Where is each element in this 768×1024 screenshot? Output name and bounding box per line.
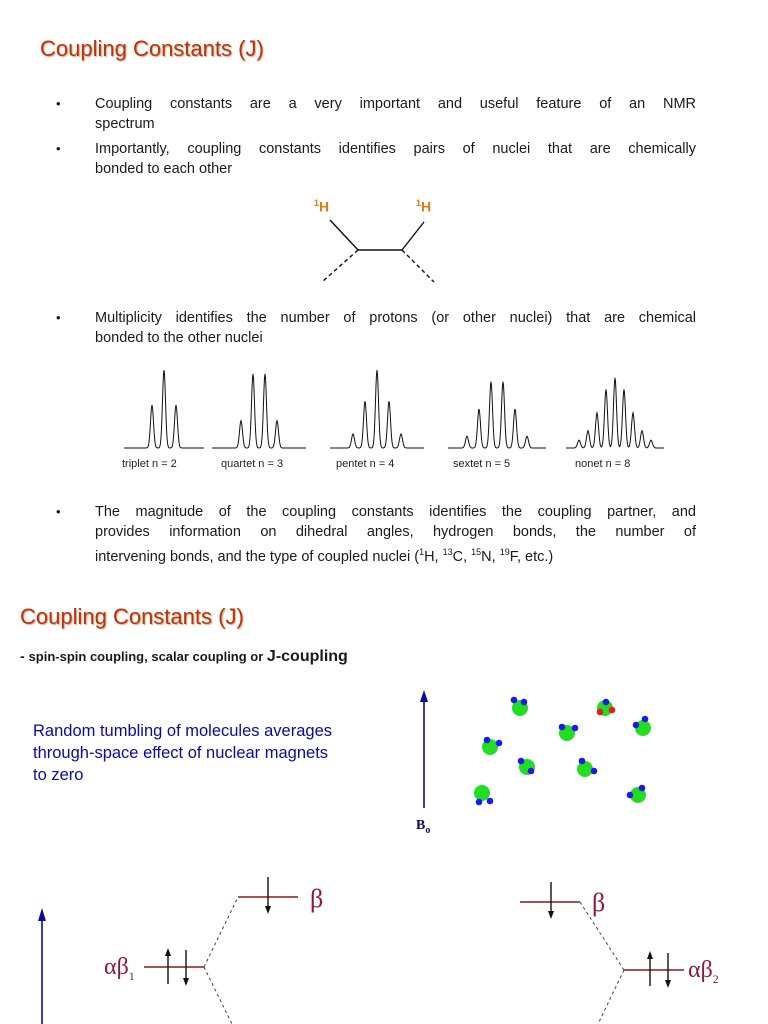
bullet4-line3: intervening bonds, and the type of coupled nuclei ($^1$H, $^{13}$C, $^{15}$N, $^{19}$F, etc.)	[95, 547, 554, 565]
multiplet-label-pentet: pentet n = 4	[336, 458, 395, 470]
alpha-beta2-label: $\alpha\beta_2$	[688, 957, 719, 986]
slide1-title: Coupling Constants (J)	[40, 36, 264, 61]
multiplet-label-sextet: sextet n = 5	[453, 458, 511, 470]
bullet-marker: •	[56, 504, 61, 519]
tumbling-explanation: Random tumbling of molecules averages through-space effect of nuclear magnets to zero	[33, 722, 332, 784]
bullet-marker: •	[56, 141, 61, 156]
atom-left-label: $^1$H	[314, 198, 330, 215]
bullet3-line2: bonded to the other nuclei	[95, 330, 263, 346]
bullet3-line1: Multiplicity identifies the number of protons (or other nuclei) that are chemical	[95, 310, 696, 326]
multiplet-label-quartet: quartet n = 3	[221, 458, 284, 470]
b0-label: $B_o$	[416, 818, 431, 836]
beta-left-label: β	[310, 884, 324, 913]
bullet4-line1: The magnitude of the coupling constants identifies the coupling partner, and	[95, 504, 696, 520]
bullet-marker: •	[56, 96, 61, 111]
bullet-marker: •	[56, 310, 61, 325]
bullet1-line1: Coupling constants are a very important and useful feature of an NMR	[95, 96, 696, 112]
bullet2-line1: Importantly, coupling constants identifies pairs of nuclei that are chemically	[95, 141, 696, 157]
multiplet-label-nonet: nonet n = 8	[575, 458, 631, 470]
atom-right-label: $^1$H	[416, 198, 432, 215]
slide2-title: Coupling Constants (J)	[20, 604, 244, 629]
bullet1-line2: spectrum	[95, 116, 155, 132]
bullet4-line2: provides information on dihedral angles, hydrogen bonds, the number of	[95, 524, 696, 540]
alpha-beta1-label: $\alpha\beta_1$	[104, 954, 135, 983]
slide2-subtitle: - spin-spin coupling, scalar coupling or J-coupling	[20, 648, 348, 665]
beta-right-label: β	[592, 888, 606, 917]
bullet2-line2: bonded to each other	[95, 161, 233, 177]
multiplet-label-triplet: triplet n = 2	[122, 458, 177, 470]
